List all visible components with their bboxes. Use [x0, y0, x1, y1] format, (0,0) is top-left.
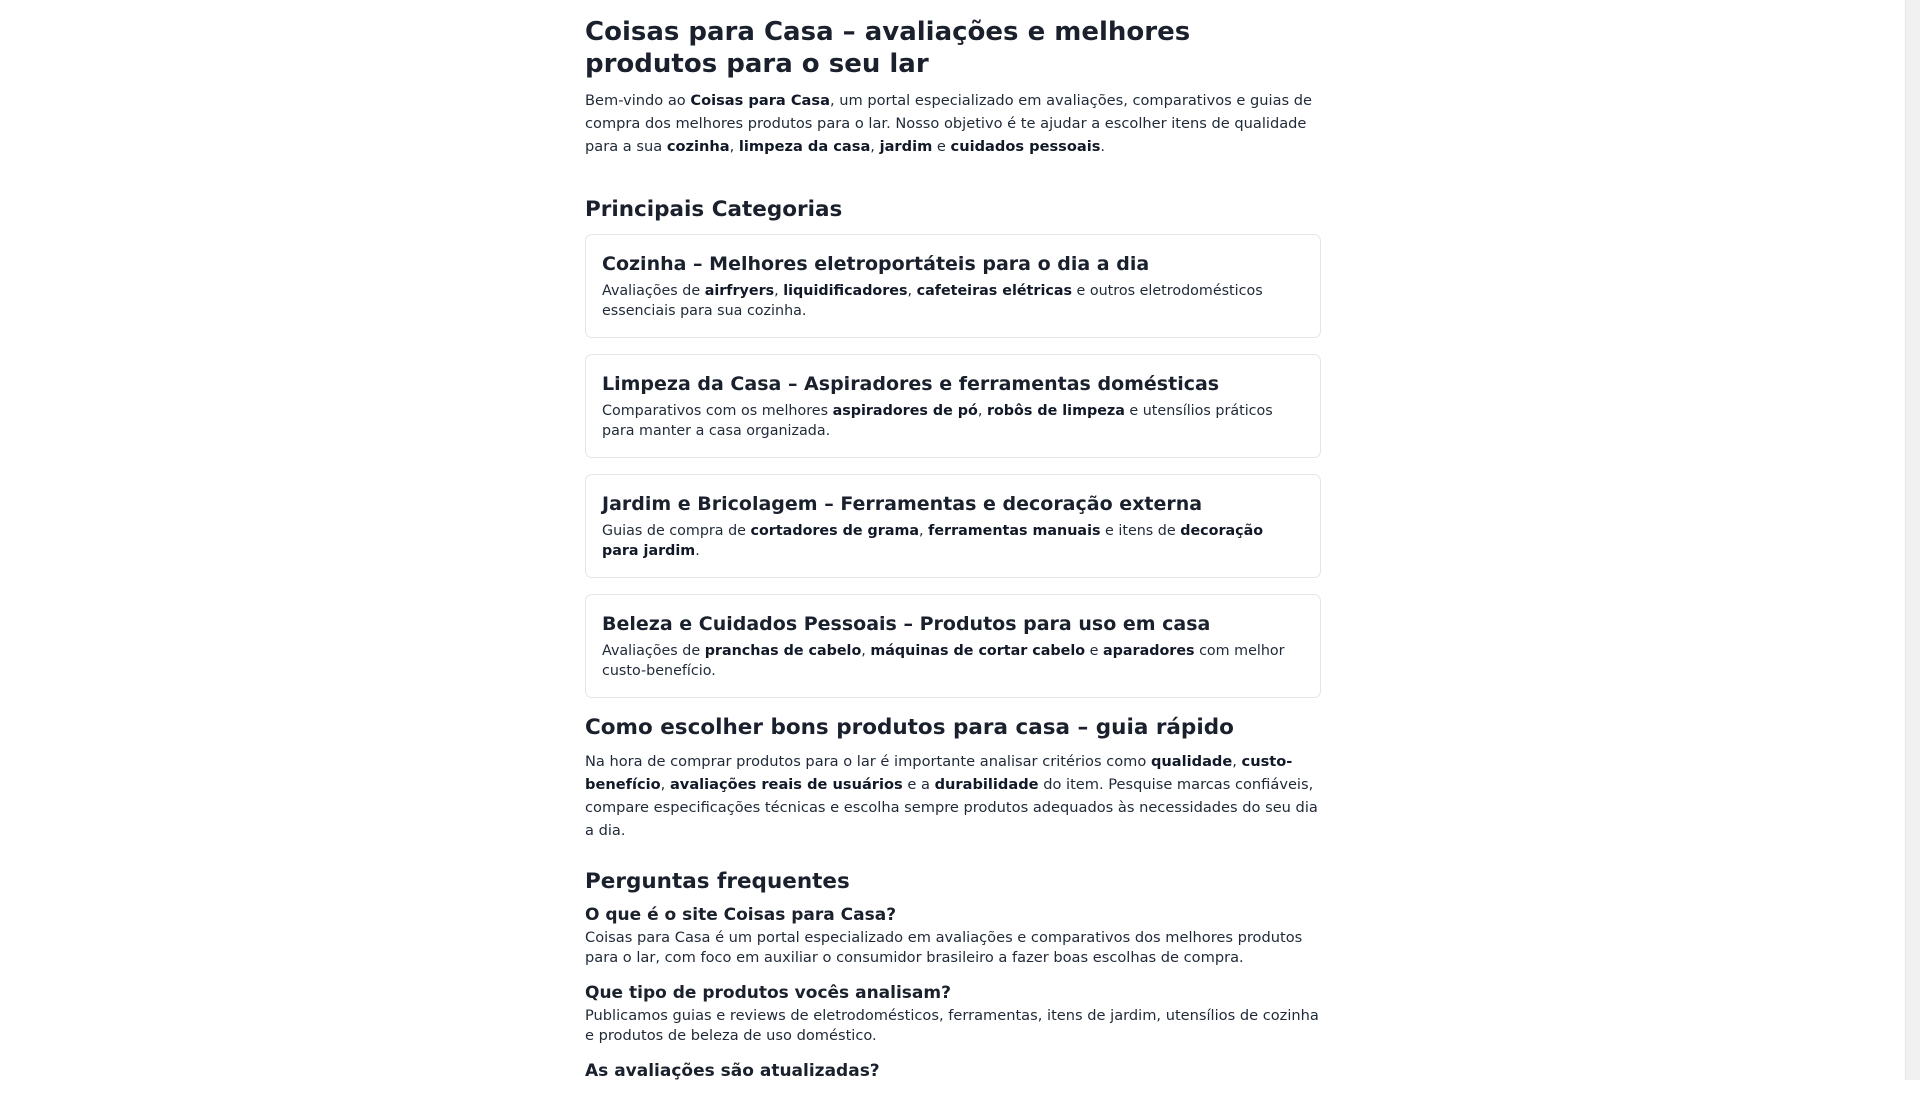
category-card-garden[interactable] — [585, 474, 1321, 578]
category-card-description: Avaliações de pranchas de cabelo, máquinas de cortar cabelo e aparadores com melhor custo-benefício. — [602, 643, 1285, 679]
faq-question: As avaliações são atualizadas? — [585, 1061, 880, 1081]
category-card-description: Comparativos com os melhores aspiradores de pó, robôs de limpeza e utensílios práticos para manter a casa organizada. — [602, 403, 1273, 439]
category-card-kitchen[interactable] — [585, 234, 1321, 338]
faq-item — [585, 982, 1321, 1046]
page-content — [585, 0, 1321, 1096]
faq-question: O que é o site Coisas para Casa? — [585, 905, 897, 925]
category-card-beauty[interactable] — [585, 594, 1321, 698]
intro-paragraph: Bem-vindo ao Coisas para Casa, um portal especializado em avaliações, comparativos e guias de compra dos melhores produtos para o lar. Nosso objetivo é te ajudar a escolher itens de qualidade para a sua cozinha, limpeza da casa, jardim e cuidados pessoais. — [585, 92, 1312, 155]
faq-answer: Coisas para Casa é um portal especializado em avaliações e comparativos dos melhores produtos para o lar, com foco em auxiliar o consumidor brasileiro a fazer boas escolhas de compra. — [585, 929, 1303, 966]
category-card-description: Avaliações de airfryers, liquidificadores, cafeteiras elétricas e outros eletrodomésticos essenciais para sua cozinha. — [602, 283, 1263, 319]
category-card-cleaning[interactable] — [585, 354, 1321, 458]
category-card-description: Guias de compra de cortadores de grama, ferramentas manuais e itens de decoração para jardim. — [602, 523, 1264, 559]
category-card-title: Jardim e Bricolagem – Ferramentas e decoração externa — [602, 493, 1203, 515]
faq-item — [585, 904, 1321, 968]
faq-heading: Perguntas frequentes — [585, 869, 850, 894]
page-scrollbar[interactable] — [1905, 0, 1920, 1080]
page-title: Coisas para Casa – avaliações e melhores produtos para o seu lar — [585, 17, 1191, 79]
categories-heading: Principais Categorias — [585, 197, 843, 222]
category-card-title: Limpeza da Casa – Aspiradores e ferramentas domésticas — [602, 373, 1220, 395]
guide-paragraph: Na hora de comprar produtos para o lar é importante analisar critérios como qualidade, custo-benefício, avaliações reais de usuários e a durabilidade do item. Pesquise marcas confiáveis, compare especificações técnicas e escolha sempre produtos adequados às necessidades do seu dia a dia. — [585, 753, 1318, 839]
guide-heading: Como escolher bons produtos para casa – guia rápido — [585, 715, 1234, 740]
faq-answer: Publicamos guias e reviews de eletrodomésticos, ferramentas, itens de jardim, utensílios de cozinha e produtos de beleza de uso doméstico. — [585, 1007, 1319, 1044]
faq-question: Que tipo de produtos vocês analisam? — [585, 983, 951, 1003]
category-card-title: Cozinha – Melhores eletroportáteis para o dia a dia — [602, 253, 1150, 275]
category-card-title: Beleza e Cuidados Pessoais – Produtos para uso em casa — [602, 613, 1211, 635]
faq-item — [585, 1060, 1321, 1082]
